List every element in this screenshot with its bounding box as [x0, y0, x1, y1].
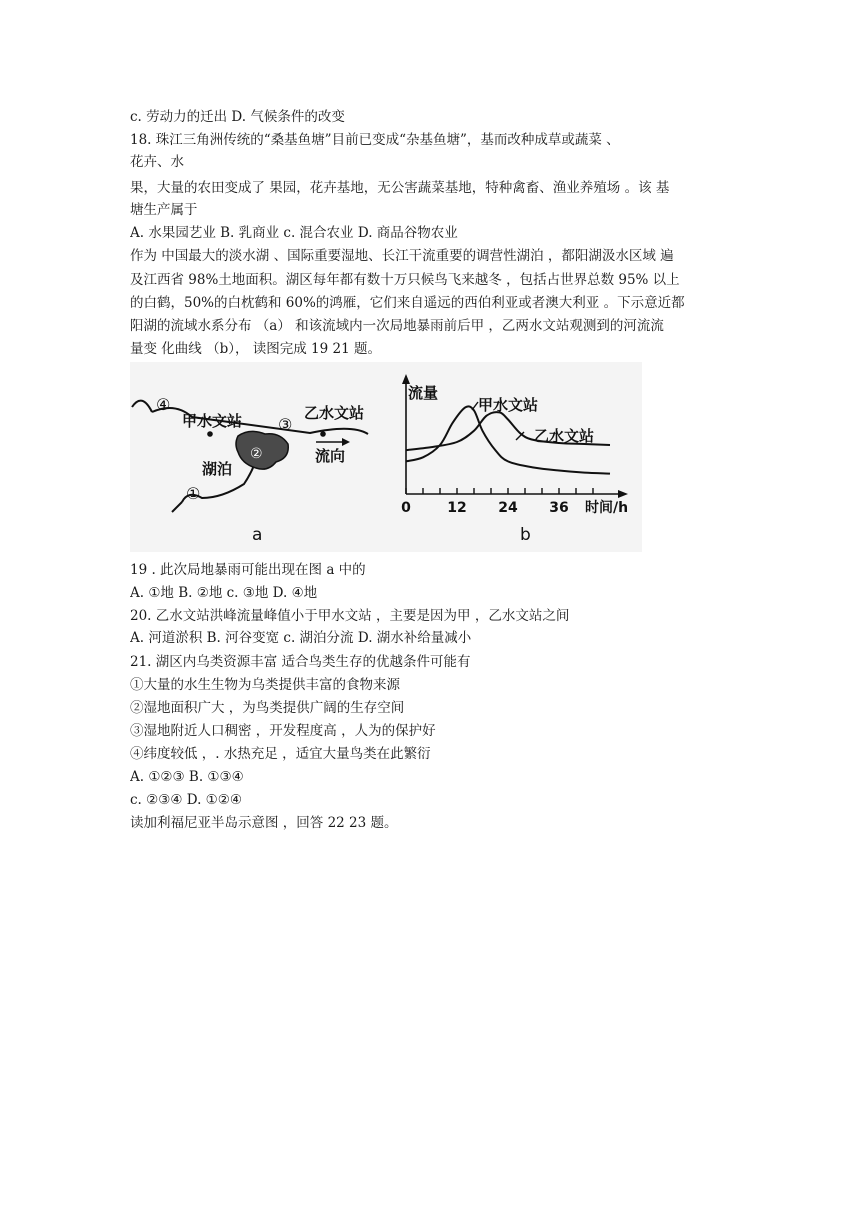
text-line: c. 劳动力的迁出 D. 气候条件的改变 [130, 109, 345, 125]
text-line: 塘生产属于 [130, 202, 198, 218]
x-tick-label: 36 [549, 500, 569, 516]
question-18-options: A. 水果园艺业 B. 乳商业 c. 混合农业 D. 商品谷物农业 [130, 225, 458, 241]
question-20-options: A. 河道淤积 B. 河谷变宽 c. 湖泊分流 D. 湖水补给量减小 [130, 630, 472, 646]
marker-3: ③ [278, 415, 293, 434]
text-line: 果，大量的农田变成了 果园，花卉基地，无公害蔬菜基地，特种禽畜、渔业养殖场 。该 基 [130, 180, 670, 196]
series-yi-label: 乙水文站 [534, 427, 595, 445]
marker-4: ④ [156, 395, 171, 414]
passage-line: 作为 中国最大的淡水湖 、国际重要湿地、长江干流重要的调营性湖泊 ，都阳湖汲水区域 遍 [130, 248, 674, 264]
question-21-item: ④纬度较低 ，. 水热充足 ，适宜大量鸟类在此繁衍 [130, 746, 431, 762]
passage-line: 的白鹤，50%的白枕鹤和 60%的鸿雁，它们来自遥远的西伯利亚或者澳大利亚 。下示意近都 [130, 295, 685, 311]
x-ticks [406, 488, 593, 494]
question-21-options: c. ②③④ D. ①②④ [130, 792, 242, 808]
y-axis-label: 流量 [408, 384, 439, 402]
question-21-item: ①大量的水生生物为乌类提供丰富的食物来源 [130, 677, 400, 693]
marker-1: ① [186, 484, 201, 503]
question-18-stem: 18. 珠江三角洲传统的“桑基鱼塘”目前已变成“杂基鱼塘”，基而改种成草或蔬菜 、 [130, 132, 620, 148]
text-line: 花卉、水 [130, 154, 184, 170]
instruction-line: 读加利福尼亚半岛示意图 ，回答 22 23 题。 [130, 815, 398, 831]
question-21-stem: 21. 湖区内乌类资源丰富 适合鸟类生存的优越条件可能有 [130, 654, 471, 670]
passage-line: 阳湖的流域水系分布 （a） 和该流域内一次局地暴雨前后甲 ，乙两水文站观测到的河流流 [130, 318, 664, 334]
flow-label: 流向 [315, 447, 346, 465]
river-tributary-4 [132, 401, 152, 412]
x-axis-arrow [618, 490, 628, 498]
figure-svg [130, 362, 642, 552]
passage-line: 量变 化曲线 （b）， 读图完成 19 21 题。 [130, 341, 381, 357]
x-tick-label: 24 [498, 500, 518, 516]
question-21-item: ③湿地附近人口稠密 ，开发程度高 ，人为的保护好 [130, 723, 436, 739]
series-jia-label: 甲水文站 [478, 396, 539, 414]
question-20-stem: 20. 乙水文站洪峰流量峰值小于甲水文站 ，主要是因为甲 ，乙水文站之间 [130, 608, 570, 624]
x-tick-label: 12 [447, 500, 467, 516]
x-tick-label: 0 [401, 500, 411, 516]
station-yi-dot [320, 431, 326, 437]
question-19-options: A. ①地 B. ②地 c. ③地 D. ④地 [130, 585, 318, 601]
x-tick-labels [401, 500, 569, 516]
figure-panel [130, 362, 642, 552]
question-21-options: A. ①②③ B. ①③④ [130, 769, 244, 785]
passage-line: 及江西省 98%土地面积。湖区每年都有数十万只候鸟飞来越冬 ，包括占世界总数 95% 以上 [130, 272, 680, 288]
marker-2: ② [250, 446, 263, 462]
river-tributary-1-tail [172, 502, 182, 512]
figure-b-caption: b [520, 525, 531, 545]
lake-label: 湖泊 [202, 460, 233, 478]
station-jia-label: 甲水文站 [182, 412, 243, 430]
question-21-item: ②湿地面积广大 ，为鸟类提供广阔的生存空间 [130, 700, 405, 716]
question-19-stem: 19 . 此次局地暴雨可能出现在图 a 中的 [130, 562, 366, 578]
station-jia-dot [207, 431, 213, 437]
flow-arrowhead [342, 438, 350, 446]
station-yi-label: 乙水文站 [304, 404, 365, 422]
x-axis-label: 时间/h [585, 500, 629, 516]
figure-a-caption: a [252, 525, 263, 545]
y-axis-arrow [402, 374, 410, 384]
discharge-chart [401, 374, 628, 545]
